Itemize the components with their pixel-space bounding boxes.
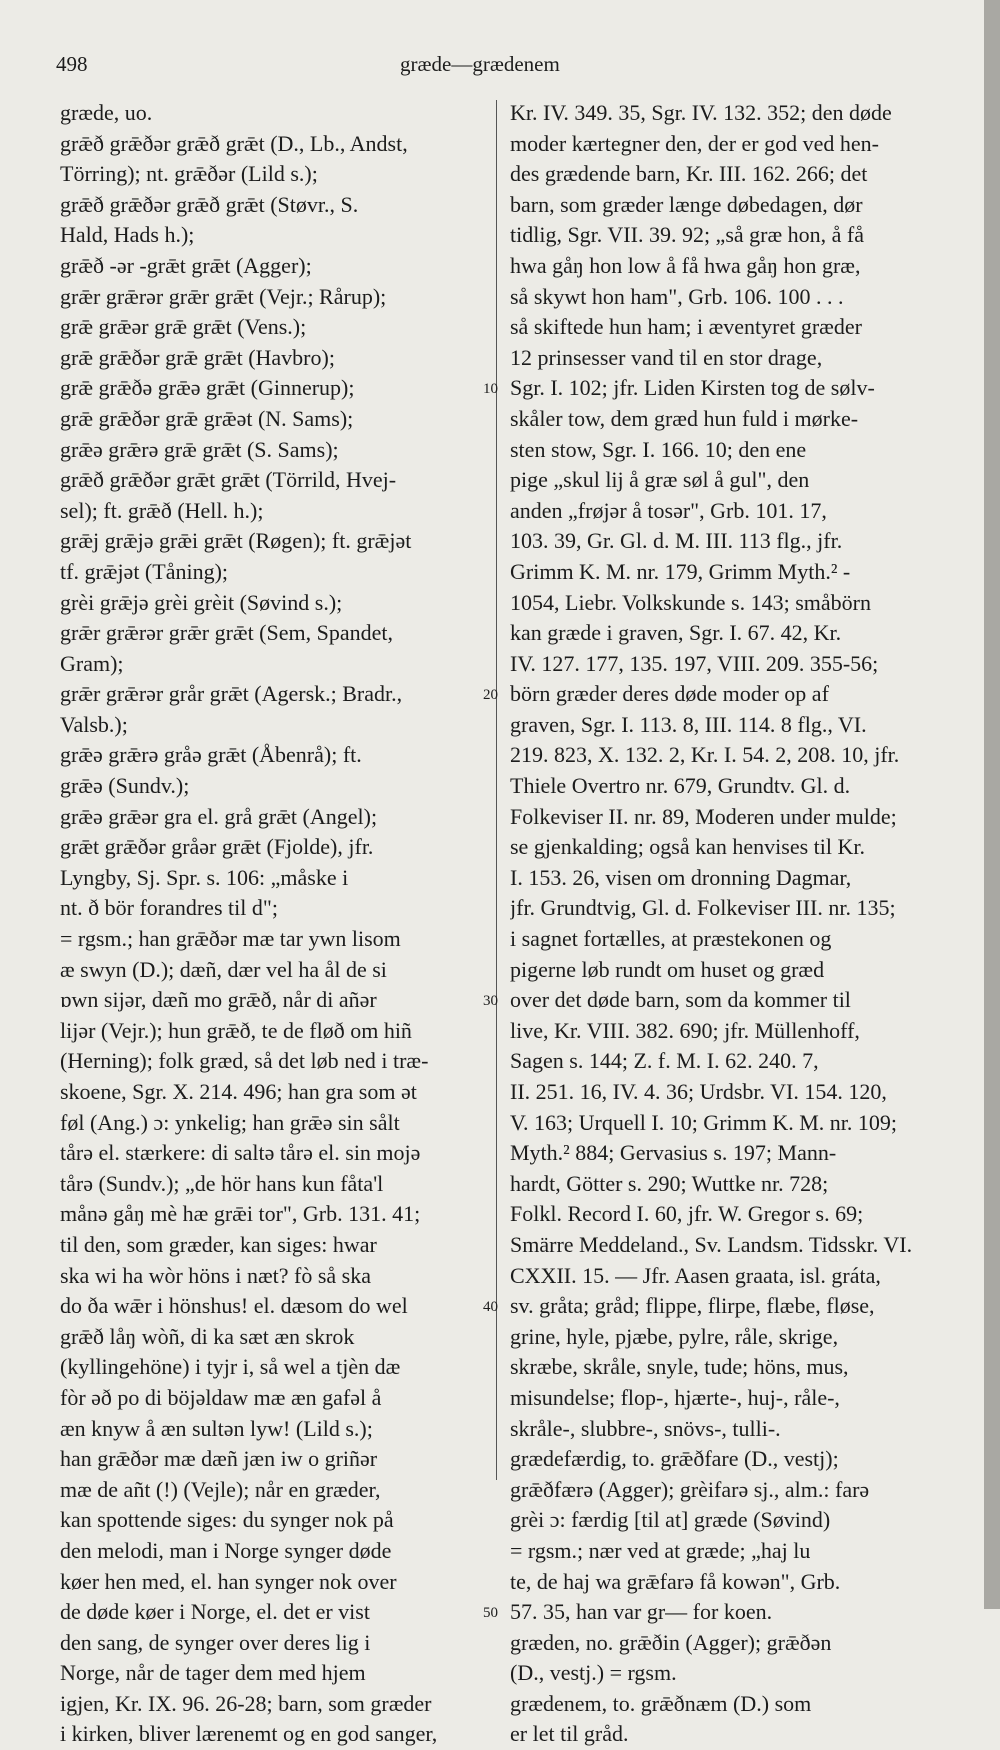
text-line: Sgr. I. 102; jfr. Liden Kirsten tog de sølv- <box>510 375 875 401</box>
text-line: grædefærdig, to. grǣðfare (D., vestj); <box>510 1446 839 1472</box>
text-line: grǣð grǣðər grǣð grǣt (Støvr., S. <box>60 191 359 217</box>
text-line: til den, som græder, kan siges: hwar <box>60 1231 377 1257</box>
text-line: grǣ grǣðə grǣə grǣt (Ginnerup); <box>60 375 355 401</box>
text-line: Sagen s. 144; Z. f. M. I. 62. 240. 7, <box>510 1048 819 1074</box>
text-line: lijər (Vejr.); hun grǣð, te de fløð om hiñ <box>60 1017 412 1043</box>
line-number: 50 <box>483 1605 498 1622</box>
text-line: 103. 39, Gr. Gl. d. M. III. 113 flg., jfr. <box>510 528 843 554</box>
text-line: tf. grǣjət (Tåning); <box>60 558 229 584</box>
text-line: føl (Ang.) ɔ: ynkelig; han grǣə sin sålt <box>60 1109 400 1135</box>
text-line: grǣt grǣðər gråər grǣt (Fjolde), jfr. <box>60 834 374 860</box>
text-line: skråle-, slubbre-, snövs-, tulli-. <box>510 1415 781 1441</box>
text-line: Myth.² 884; Gervasius s. 197; Mann- <box>510 1140 837 1166</box>
right-column <box>510 98 942 1750</box>
text-line: grǣ grǣðər grǣ grǣt (Havbro); <box>60 344 335 370</box>
text-line: Gram); <box>60 650 124 676</box>
text-line: grǣ grǣðər grǣ grǣət (N. Sams); <box>60 405 354 431</box>
text-line: grǣə (Sundv.); <box>60 773 190 799</box>
text-line: IV. 127. 177, 135. 197, VIII. 209. 355-56; <box>510 650 879 676</box>
text-line: så skywt hon ham", Grb. 106. 100 . . . <box>510 283 844 309</box>
text-line: grèi ɔ: færdig [til at] græde (Søvind) <box>510 1507 831 1533</box>
text-line: grǣð låŋ wòñ, di ka sæt æn skrok <box>60 1323 355 1349</box>
text-line: 1054, Liebr. Volkskunde s. 143; småbörn <box>510 589 871 615</box>
text-line: Kr. IV. 349. 35, Sgr. IV. 132. 352; den døde <box>510 100 892 125</box>
text-line: grèi grǣjə grèi grèit (Søvind s.); <box>60 589 343 615</box>
text-line: grǣð grǣðər grǣt grǣt (Törrild, Hvej- <box>60 467 397 493</box>
text-line: (Herning); folk græd, så det løb ned i træ- <box>60 1048 429 1074</box>
text-line: grǣð grǣðər grǣð grǣt (D., Lb., Andst, <box>60 130 408 156</box>
text-line: skoene, Sgr. X. 214. 496; han gra som ət <box>60 1079 417 1104</box>
text-line: grǣð -ər -grǣt grǣt (Agger); <box>60 252 312 278</box>
text-line: te, de haj wa grǣfarə få kowən", Grb. <box>510 1568 841 1594</box>
text-line: graven, Sgr. I. 113. 8, III. 114. 8 flg., VI. <box>510 711 867 737</box>
text-line: grǣr grǣrər grǣr grǣt (Vejr.; Rårup); <box>60 283 387 309</box>
running-title: græde—grædenem <box>400 52 560 76</box>
text-line: = rgsm.; nær ved at græde; „haj lu <box>510 1537 811 1563</box>
text-line: I. 153. 26, visen om dronning Dagmar, <box>510 864 852 890</box>
text-line: den sang, de synger over deres lig i <box>60 1629 371 1655</box>
text-line: 219. 823, X. 132. 2, Kr. I. 54. 2, 208. 10, jfr. <box>510 742 900 768</box>
text-line: grǣðfærə (Agger); grèifarə sj., alm.: farə <box>510 1476 870 1502</box>
text-line: fòr əð po di böjəldaw mæ æn gafəl å <box>60 1384 382 1410</box>
text-line: grǣr grǣrər grǣr grǣt (Sem, Spandet, <box>60 620 393 646</box>
text-line: II. 251. 16, IV. 4. 36; Urdsbr. VI. 154. 120, <box>510 1079 887 1104</box>
text-line: V. 163; Urquell I. 10; Grimm K. M. nr. 109; <box>510 1109 898 1135</box>
column-divider <box>496 100 497 1480</box>
line-number: 40 <box>483 1299 498 1316</box>
text-line: Folkeviser II. nr. 89, Moderen under mulde; <box>510 803 897 829</box>
text-line: grǣj grǣjə grǣi grǣt (Røgen); ft. grǣjət <box>60 528 412 554</box>
line-number: 10 <box>483 381 498 398</box>
text-line: grǣr grǣrər grår grǣt (Agersk.; Bradr., <box>60 681 403 707</box>
text-line: de døde køer i Norge, el. det er vist <box>60 1599 370 1625</box>
text-line: grǣ grǣər grǣ grǣt (Vens.); <box>60 314 307 340</box>
text-line: CXXII. 15. — Jfr. Aasen graata, isl. gráta, <box>510 1262 881 1288</box>
text-line: live, Kr. VIII. 382. 690; jfr. Müllenhoff, <box>510 1017 860 1043</box>
text-line: æ swyn (D.); dæñ, dær vel ha ål de si <box>60 956 387 982</box>
text-line: moder kærtegner den, der er god ved hen- <box>510 130 879 156</box>
text-line: sel); ft. grǣð (Hell. h.); <box>60 497 264 523</box>
line-number: 20 <box>483 687 498 704</box>
page-header <box>0 48 1000 84</box>
text-line: skåler tow, dem græd hun fuld i mørke- <box>510 405 859 431</box>
text-line: sten stow, Sgr. I. 166. 10; den ene <box>510 436 807 462</box>
line-number: 30 <box>483 993 498 1010</box>
text-line: køer hen med, el. han synger nok over <box>60 1568 397 1594</box>
text-line: græde, uo. <box>60 100 153 125</box>
text-line: (kyllingehöne) i tyjr i, så wel a tjèn dæ <box>60 1354 401 1380</box>
text-line: æn knyw å æn sultən lyw! (Lild s.); <box>60 1415 373 1441</box>
text-line: grine, hyle, pjæbe, pylre, råle, skrige, <box>510 1323 839 1349</box>
text-line: pigerne løb rundt om huset og græd <box>510 956 825 982</box>
text-line: hwa gåŋ hon low å få hwa gåŋ hon græ, <box>510 252 861 278</box>
text-line: jfr. Grundtvig, Gl. d. Folkeviser III. nr. 135; <box>510 895 896 921</box>
text-line: des grædende barn, Kr. III. 162. 266; det <box>510 161 868 187</box>
left-column <box>60 98 487 1750</box>
text-line: kan spottende siges: du synger nok på <box>60 1507 394 1533</box>
text-line: den melodi, man i Norge synger døde <box>60 1537 392 1563</box>
text-line: i kirken, bliver lærenemt og en god sanger, <box>60 1721 438 1747</box>
text-line: sv. gråta; gråd; flippe, flirpe, flæbe, fløse, <box>510 1293 875 1319</box>
text-line: hardt, Götter s. 290; Wuttke nr. 728; <box>510 1170 829 1196</box>
text-line: grædenem, to. grǣðnæm (D.) som <box>510 1690 812 1716</box>
text-line: tårə (Sundv.); „de hör hans kun fåta'l <box>60 1170 384 1196</box>
text-line: skræbe, skråle, snyle, tude; höns, mus, <box>510 1354 849 1380</box>
text-line: Valsb.); <box>60 711 128 737</box>
text-line: Norge, når de tager dem med hjem <box>60 1660 366 1686</box>
text-line: Hald, Hads h.); <box>60 222 195 248</box>
text-line: tidlig, Sgr. VII. 39. 92; „så græ hon, å få <box>510 222 864 248</box>
text-line: pige „skul lij å græ søl å gul", den <box>510 467 810 493</box>
text-line: igjen, Kr. IX. 96. 26-28; barn, som græder <box>60 1690 432 1716</box>
page-edge <box>984 0 1000 1609</box>
text-line: tårə el. stærkere: di saltə tårə el. sin mojə <box>60 1140 421 1166</box>
text-line: grǣə grǣrə gråə grǣt (Åbenrå); ft. <box>60 742 362 768</box>
text-line: 12 prinsesser vand til en stor drage, <box>510 344 823 370</box>
text-line: han grǣðər mæ dæñ jæn iw o griñər <box>60 1446 378 1472</box>
text-line: mæ de añt (!) (Vejle); når en græder, <box>60 1476 381 1502</box>
text-line: så skiftede hun ham; i æventyret græder <box>510 314 862 340</box>
text-line: nt. ð bör forandres til d"; <box>60 895 278 921</box>
text-line: Törring); nt. grǣðər (Lild s.); <box>60 161 318 187</box>
text-line: barn, som græder længe døbedagen, dør <box>510 191 863 217</box>
text-line: do ða wǣr i hönshus! el. dæsom do wel <box>60 1293 408 1319</box>
text-line: (D., vestj.) = rgsm. <box>510 1660 677 1686</box>
text-line: i sagnet fortælles, at præstekonen og <box>510 926 832 952</box>
text-line: ska wi ha wòr höns i næt? fò så ska <box>60 1262 372 1288</box>
text-line: er let til gråd. <box>510 1721 629 1747</box>
text-line: Smärre Meddeland., Sv. Landsm. Tidsskr. VI. <box>510 1231 913 1257</box>
text-line: Lyngby, Sj. Spr. s. 106: „måske i <box>60 864 349 890</box>
page-number: 498 <box>56 52 88 76</box>
text-line: börn græder deres døde moder op af <box>510 681 829 707</box>
text-line: grǣə grǣrə grǣ grǣt (S. Sams); <box>60 436 339 462</box>
text-line: over det døde barn, som da kommer til <box>510 987 851 1013</box>
text-line: Grimm K. M. nr. 179, Grimm Myth.² - <box>510 558 851 584</box>
text-line: græden, no. grǣðin (Agger); grǣðən <box>510 1629 832 1655</box>
text-line: kan græde i graven, Sgr. I. 67. 42, Kr. <box>510 620 842 646</box>
text-line: anden „frøjər å tosər", Grb. 101. 17, <box>510 497 827 523</box>
text-line: grǣə grǣər gra el. grå grǣt (Angel); <box>60 803 378 829</box>
text-line: se gjenkalding; også kan henvises til Kr. <box>510 834 865 860</box>
text-line: Thiele Overtro nr. 679, Grundtv. Gl. d. <box>510 773 851 799</box>
text-line: månə gåŋ mè hæ grǣi tor", Grb. 131. 41; <box>60 1201 421 1227</box>
text-line: ɒwn sijər, dæñ mo grǣð, når di añər <box>60 987 377 1013</box>
text-line: Folkl. Record I. 60, jfr. W. Gregor s. 69; <box>510 1201 864 1227</box>
text-line: 57. 35, han var gr— for koen. <box>510 1599 773 1625</box>
text-line: = rgsm.; han grǣðər mæ tar ywn lisom <box>60 926 401 952</box>
text-line: misundelse; flop-, hjærte-, huj-, råle-, <box>510 1384 840 1410</box>
